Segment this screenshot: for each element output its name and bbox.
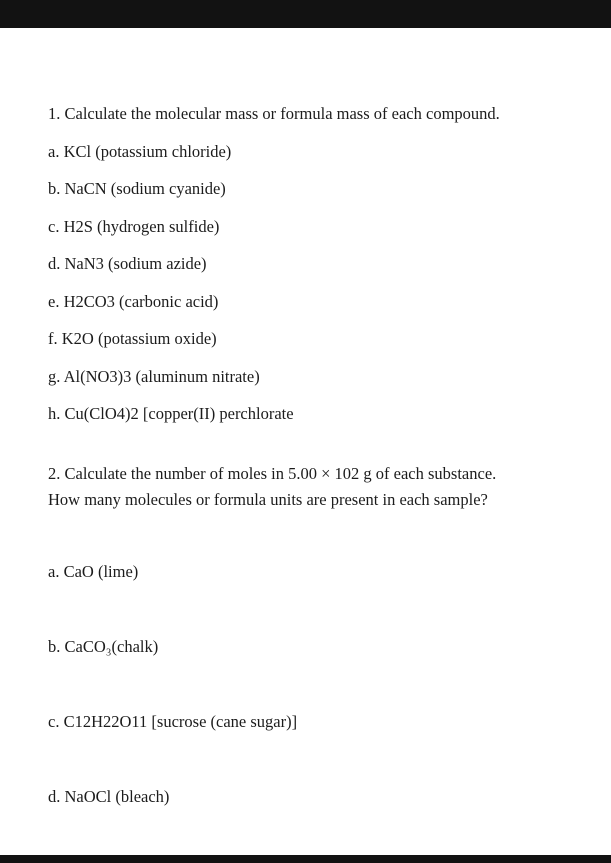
question-2-prompt [48, 461, 583, 513]
question-2-prompt-line-1: 2. Calculate the number of moles in 5.00 × 102 g of each substance. [48, 464, 497, 483]
question-2-item-c: c. C12H22O11 [sucrose (cane sugar)] [48, 712, 298, 731]
question-1-item-a: a. KCl (potassium chloride) [48, 141, 232, 161]
question-1-prompt: 1. Calculate the molecular mass or formula mass of each compound. [48, 104, 500, 123]
question-1-item-f: f. K2O (potassium oxide) [48, 329, 217, 348]
question-2-item-a: a. CaO (lime) [48, 562, 139, 581]
bottom-black-bar [0, 855, 611, 863]
top-black-bar [0, 0, 611, 28]
question-1-item-c: c. H2S (hydrogen sulfide) [48, 216, 220, 236]
document-page [0, 28, 611, 806]
question-1-item-e: e. H2CO3 (carbonic acid) [48, 291, 219, 311]
question-2-prompt-line-2: How many molecules or formula units are present in each sample? [48, 490, 488, 509]
question-2-item-d: d. NaOCl (bleach) [48, 787, 170, 806]
question-1-item-g: g. Al(NO3)3 (aluminum nitrate) [48, 366, 260, 386]
question-1-item-b: b. NaCN (sodium cyanide) [48, 179, 226, 198]
question-2-item-b: b. CaCO₃(chalk) [48, 637, 159, 656]
question-1-item-h: h. Cu(ClO4)2 [copper(II) perchlorate [48, 404, 294, 423]
question-1-item-d: d. NaN3 (sodium azide) [48, 254, 207, 273]
